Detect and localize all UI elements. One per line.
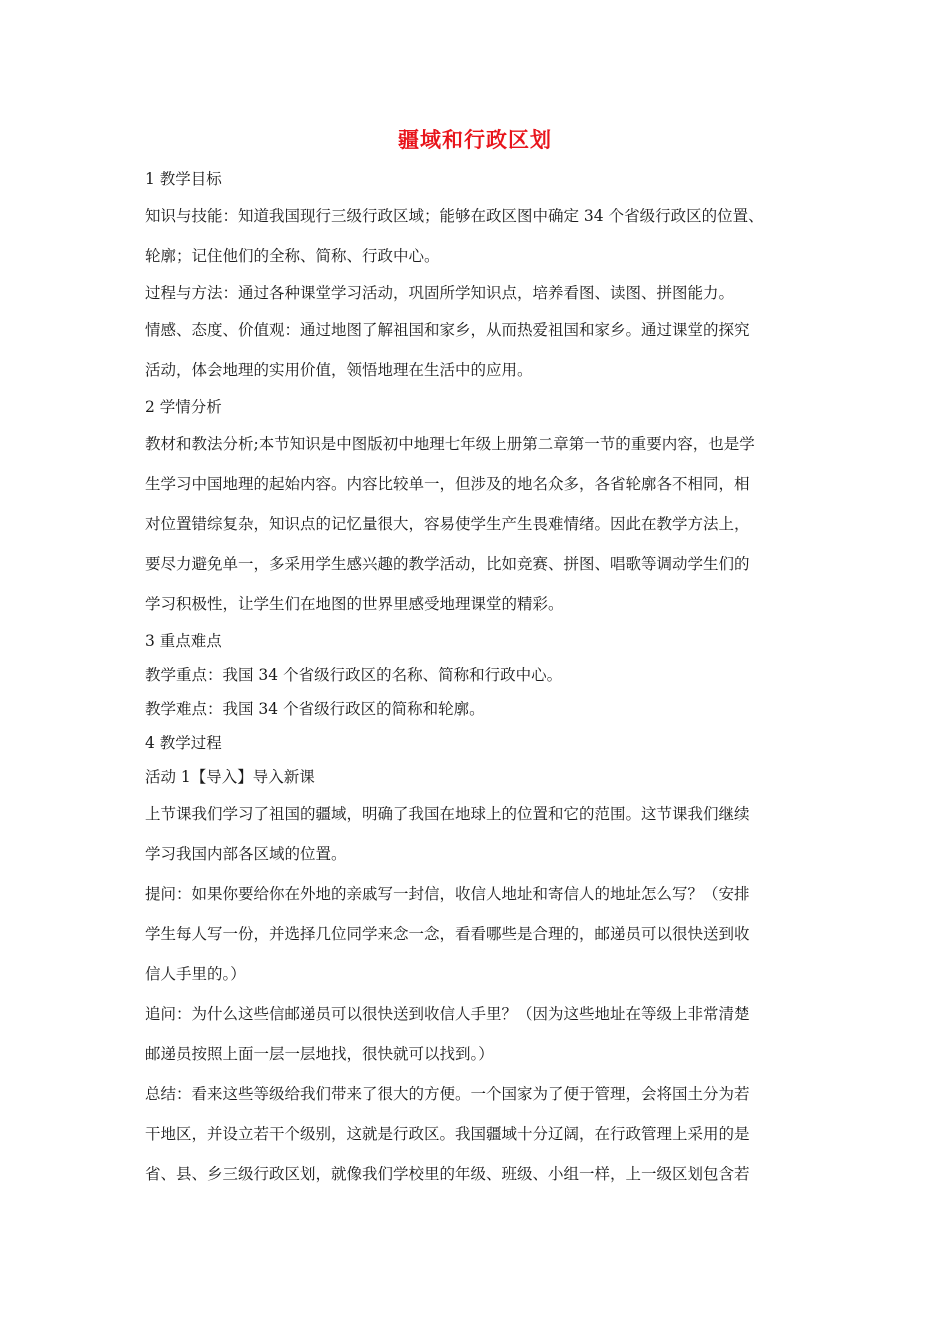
text-line: 学生每人写一份，并选择几位同学来念一念，看看哪些是合理的，邮递员可以很快送到收 xyxy=(145,925,750,943)
text-line: 活动 1【导入】导入新课 xyxy=(145,768,315,786)
text-line: 信人手里的。） xyxy=(145,965,246,983)
text-line: 情感、态度、价值观：通过地图了解祖国和家乡，从而热爱祖国和家乡。通过课堂的探究 xyxy=(145,321,750,339)
text-line: 过程与方法：通过各种课堂学习活动，巩固所学知识点，培养看图、读图、拼图能力。 xyxy=(145,284,735,302)
text-line: 总结：看来这些等级给我们带来了很大的方便。一个国家为了便于管理，会将国土分为若 xyxy=(145,1085,750,1103)
text-line: 学习积极性，让学生们在地图的世界里感受地理课堂的精彩。 xyxy=(145,595,564,613)
section-heading: 3 重点难点 xyxy=(145,632,222,650)
text-line: 教学难点：我国 34 个省级行政区的简称和轮廓。 xyxy=(145,700,485,718)
text-line: 干地区，并设立若干个级别，这就是行政区。我国疆域十分辽阔，在行政管理上采用的是 xyxy=(145,1125,750,1143)
document-title: 疆域和行政区划 xyxy=(398,127,552,152)
text-line: 邮递员按照上面一层一层地找，很快就可以找到。） xyxy=(145,1045,494,1063)
section-heading: 4 教学过程 xyxy=(145,734,222,752)
text-line: 上节课我们学习了祖国的疆域，明确了我国在地球上的位置和它的范围。这节课我们继续 xyxy=(145,805,750,823)
section-heading: 1 教学目标 xyxy=(145,170,222,188)
document-body xyxy=(145,162,810,1194)
text-line: 追问：为什么这些信邮递员可以很快送到收信人手里？（因为这些地址在等级上非常清楚 xyxy=(145,1005,750,1023)
text-line: 对位置错综复杂，知识点的记忆量很大，容易使学生产生畏难情绪。因此在教学方法上， xyxy=(145,515,750,533)
text-line: 知识与技能：知道我国现行三级行政区域；能够在政区图中确定 34 个省级行政区的位置、 xyxy=(145,207,764,225)
text-line: 生学习中国地理的起始内容。内容比较单一，但涉及的地名众多，各省轮廓各不相同，相 xyxy=(145,475,750,493)
text-line: 学习我国内部各区域的位置。 xyxy=(145,845,347,863)
text-line: 省、县、乡三级行政区划，就像我们学校里的年级、班级、小组一样，上一级区划包含若 xyxy=(145,1165,750,1183)
text-line: 轮廓；记住他们的全称、简称、行政中心。 xyxy=(145,247,440,265)
section-heading: 2 学情分析 xyxy=(145,398,222,416)
text-line: 活动，体会地理的实用价值，领悟地理在生活中的应用。 xyxy=(145,361,533,379)
text-line: 教学重点：我国 34 个省级行政区的名称、简称和行政中心。 xyxy=(145,666,563,684)
text-line: 提问：如果你要给你在外地的亲戚写一封信，收信人地址和寄信人的地址怎么写？（安排 xyxy=(145,885,750,903)
text-line: 要尽力避免单一，多采用学生感兴趣的教学活动，比如竞赛、拼图、唱歌等调动学生们的 xyxy=(145,555,750,573)
text-line: 教材和教法分析;本节知识是中图版初中地理七年级上册第二章第一节的重要内容，也是学 xyxy=(145,435,755,453)
